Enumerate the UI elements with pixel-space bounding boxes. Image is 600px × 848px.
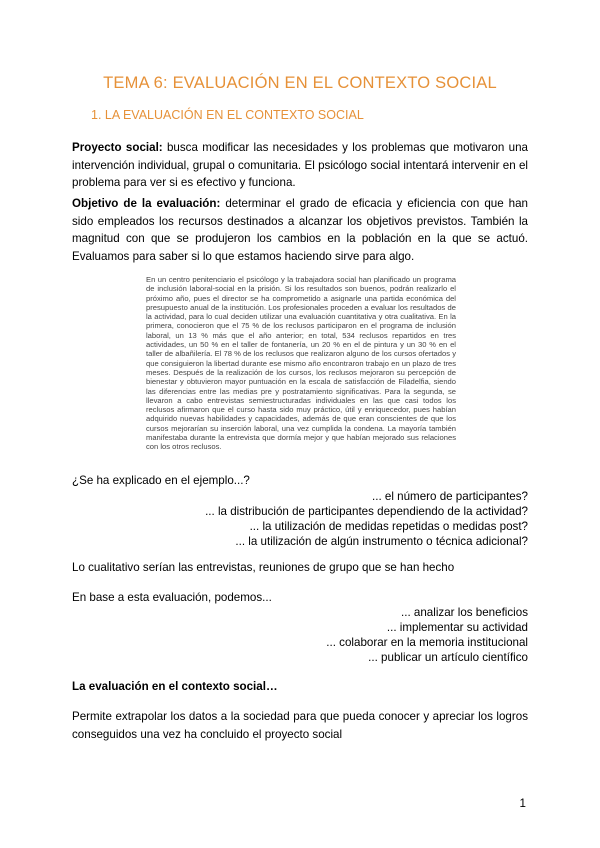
objetivo-text: determinar el grado de eficacia y eficiencia con que han sido empleados los recursos destinados a alcanzar los objetivos previstos. También la magnitud con que se produjeron los cambios en la población en la que se actuó. Evaluamos para saber si lo que estamos haciendo sirve para algo.	[72, 197, 528, 263]
question-item: ... la distribución de participantes dependiendo de la actividad?	[205, 505, 528, 518]
question-item: ... la utilización de algún instrumento o técnica adicional?	[235, 535, 528, 548]
proyecto-text: busca modificar las necesidades y los problemas que motivaron una intervención individual, grupal o comunitaria. El psicólogo social intentará intervenir en el problema para ver si es efectivo y funciona.	[72, 141, 528, 190]
objetivo-label: Objetivo de la evaluación:	[72, 197, 221, 210]
podemos-text: En base a esta evaluación, podemos...	[72, 591, 272, 604]
podemos-item: ... analizar los beneficios	[401, 606, 528, 619]
context-heading: La evaluación en el contexto social…	[72, 680, 278, 693]
question-item: ... el número de participantes?	[372, 490, 528, 503]
cualitativo-text: Lo cualitativo serían las entrevistas, reuniones de grupo que se han hecho	[72, 561, 455, 574]
example-excerpt: En un centro penitenciario el psicólogo y la trabajadora social han planificado un programa de inclusión laboral-social en la prisión. Si los resultados son buenos, podrán realizarlo el próximo año, pues el director se ha comprometido a asignarle una partida económica del presupuesto anual de la institución. Los profesionales proceden a evaluar los resultados de la actividad, para lo cual deciden utilizar una evaluación cuantitativa y otra cualitativa. En la primera, conocieron que el 75 % de los reclusos participaron en el programa de inclusión laboral, un 13 % más que el año anterior; en total, 534 reclusos repartidos en tres actividades, un 50 % en el taller de fontanería, un 20 % en el de pintura y un 30 % en el taller de albañilería. El 78 % de los reclusos que realizaron alguno de los cursos ofertados y que consiguieron la libertad durante ese mismo año encontraron trabajo en un plazo de tres meses. Después de la realización de los cursos, los reclusos mejoraron su percepción de bienestar y obtuvieron mayor puntuación en la escala de satisfacción de Filadelfia, siendo las diferencias entre las medias pre y postratamiento significativas. Para la segunda, se llevaron a cabo entrevistas semiestructuradas individuales en las que casi todos los reclusos afirmaron que el curso hasta sido muy práctico, útil y enriquecedor, pues habían adquirido nuevas habilidades y capacidades, además de que eran conscientes de que los cursos mejorarían su inserción laboral, una vez cumplida la condena. La mayoría también manifestaba durante la entrevista que dormía mejor y que habían mejorado sus relaciones con los otros reclusos.	[146, 275, 456, 452]
page-title: TEMA 6: EVALUACIÓN EN EL CONTEXTO SOCIAL	[103, 74, 497, 92]
question-text: ¿Se ha explicado en el ejemplo...?	[72, 474, 250, 487]
proyecto-label: Proyecto social:	[72, 141, 163, 154]
objetivo-paragraph	[72, 195, 528, 265]
page-number: 1	[519, 797, 526, 810]
question-item: ... la utilización de medidas repetidas o medidas post?	[249, 520, 528, 533]
section-heading: 1. LA EVALUACIÓN EN EL CONTEXTO SOCIAL	[91, 108, 364, 122]
closing-paragraph: Permite extrapolar los datos a la sociedad para que pueda conocer y apreciar los logros conseguidos una vez ha concluido el proyecto social	[72, 710, 528, 741]
proyecto-paragraph	[72, 139, 528, 192]
podemos-item: ... colaborar en la memoria institucional	[326, 636, 528, 649]
podemos-item: ... implementar su actividad	[386, 621, 528, 634]
podemos-item: ... publicar un artículo científico	[368, 651, 528, 664]
